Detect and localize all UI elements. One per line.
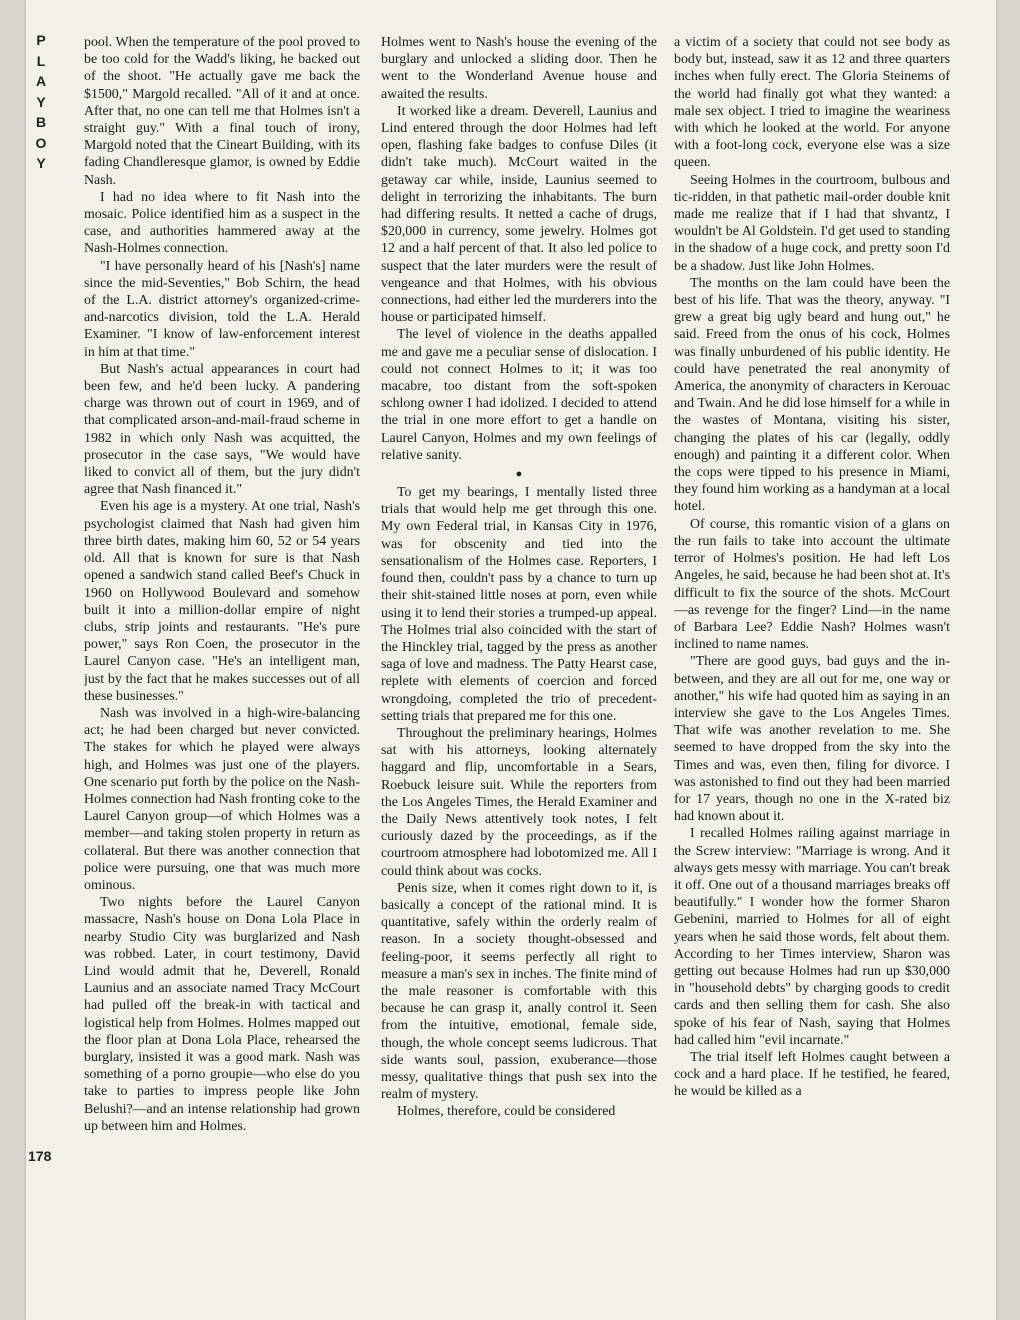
- running-head-letter: O: [35, 134, 47, 151]
- paragraph: "There are good guys, bad guys and the in-between, and they are all out for me, one way or another," his wife had quoted him as saying in an interview she gave to the Los Angeles Times. That wife was another revelation to me. She seemed to have dropped from the sky into the Times and was, even then, filing for divorce. I was astonished to find out they had been married for 17 years, though no one in the X-rated biz had known about it.: [674, 654, 950, 825]
- paragraph: But Nash's actual appearances in court had been few, and he'd been lucky. A pandering charge was thrown out of court in 1969, and of that complicated arson-and-mail-fraud scheme in 1982 in which only Nash was acquitted, the prosecutor in the case says, "We would have liked to convict all of them, but the jury didn't agree that Nash financed it.": [84, 361, 360, 498]
- text-column-2: [381, 34, 657, 1284]
- paragraph: It worked like a dream. Deverell, Launius and Lind entered through the door Holmes had left open, flashing fake badges to confuse Diles (it didn't take much). McCourt waited in the getaway car while, inside, Launius seemed to delight in terrorizing the inhabitants. The burn had differing results. It netted a cache of drugs, $20,000 in currency, some jewelry. Holmes got 12 and a half percent of that. It also led police to suspect that the later murders were the result of vengeance and that Holmes, with his obvious connections, had either led the murderers into the house or participated himself.: [381, 103, 657, 326]
- running-head-letter: A: [35, 73, 47, 89]
- paragraph: Even his age is a mystery. At one trial, Nash's psychologist claimed that Nash had given him three birth dates, making him 60, 52 or 54 years old. All that is known for sure is that Nash opened a sandwich stand called Beef's Chuck in 1960 on Hollywood Boulevard and somehow built it into a million-dollar empire of night clubs, strip joints and restaurants. "He's pure power," says Ron Coen, the prosecutor in the Laurel Canyon case. "He's an intelligent man, just by the fact that he makes successes out of all these businesses.": [84, 499, 360, 704]
- paragraph: Holmes, therefore, could be considered: [397, 1104, 616, 1120]
- running-head-letter: Y: [36, 93, 46, 110]
- paragraph: a victim of a society that could not see body as body but, instead, saw it as 12 and three quarters inches when fully erect. The Gloria Steinems of the world had finally got what they wanted: a male sex object. I tried to imagine the weariness with which he looked at the world. For anyone with a foot-long cock, everyone else was a size queen.: [674, 35, 950, 171]
- paragraph: Penis size, when it comes right down to it, is basically a concept of the rational mind. It is quantitative, safely within the orderly realm of reason. In a society thought-obsessed and feeling-poor, it seems perfectly all right to measure a man's sex in inches. The finite mind of the male reasoner is comfortable with this because he can grasp it, anally control it. Seen from the intuitive, emotional, female side, though, the whole concept seems ludicrous. That side wants soul, passion, exuberance—those messy, qualitative things that push sex into the realm of mystery.: [381, 880, 657, 1103]
- paragraph: Two nights before the Laurel Canyon massacre, Nash's house on Dona Lola Place in nearby Studio City was burglarized and Nash was robbed. Later, in court testimony, David Lind would admit that he, Deverell, Ronald Launius and an associate named Tracy McCourt had pulled off the break-in with tactical and logistical help from Holmes. Holmes mapped out the floor plan at Dona Lola Place, rehearsed the burglary, insisted it was a good mark. Nash was something of a porno groupie—who else do you take to parties to impress people like John Belushi?—and an intense relationship had grown up between him and Holmes.: [84, 895, 360, 1134]
- section-break: ●: [515, 468, 523, 481]
- paragraph: The trial itself left Holmes caught between a cock and a hard place. If he testified, he feared, he would be killed as a: [674, 1049, 950, 1100]
- paragraph: Of course, this romantic vision of a glans on the run fails to take into account the ultimate terror of Holmes's position. He had left Los Angeles, he said, because he had been shot at. It's difficult to fix the source of the shots. McCourt—as revenge for the finger? Lind—in the name of Barbara Lee? Eddie Nash? Holmes wasn't inclined to name names.: [674, 516, 950, 653]
- running-head-letter: L: [36, 52, 46, 69]
- text-column-1: [84, 34, 360, 1284]
- magazine-page: [26, 0, 996, 1320]
- paragraph: pool. When the temperature of the pool proved to be too cold for the Wadd's liking, he backed out of the shoot. "He actually gave me back the $1500," Margold recalled. "All of it and at once. After that, no one can tell me that Holmes isn't a straight guy." With a final touch of irony, Margold noted that the Cineart Building, with its fading Chandleresque glamor, is owned by Eddie Nash.: [84, 35, 360, 188]
- running-head-letter: Y: [36, 155, 46, 171]
- running-head-letter: P: [36, 32, 46, 48]
- running-head-letter: B: [35, 114, 47, 130]
- paragraph: Throughout the preliminary hearings, Holmes sat with his attorneys, looking alternately haggard and flip, uncomfortable in a Sears, Roebuck leisure suit. While the reporters from the Los Angeles Times, the Herald Examiner and the Daily News attentively took notes, I felt curiously dazed by the proceedings, as if the courtroom atmosphere had lobotomized me. All I could think about was cocks.: [381, 725, 657, 879]
- paragraph: I recalled Holmes railing against marriage in the Screw interview: "Marriage is wrong. And it always gets messy with marriage. You can't break it off. One out of a thousand marriages breaks off beautifully." I wonder how the former Sharon Gebenini, married to Holmes for all of eight years when he said those words, felt about them. According to her Times interview, Sharon was getting out because Holmes had run up $30,000 in "household debts" by charging goods to credit cards and then selling them for cash. She also spoke of his fear of Nash, saying that Holmes had called him "evil incarnate.": [674, 826, 950, 1048]
- page-number: 178: [28, 1148, 52, 1164]
- paragraph: "I have personally heard of his [Nash's] name since the mid-Seventies," Bob Schirn, the head of the L.A. district attorney's organized-crime-and-narcotics division, told the L.A. Herald Examiner. "I know of law-enforcement interest in him at that time.": [84, 258, 360, 360]
- paragraph: Nash was involved in a high-wire-balancing act; he had been charged but never convicted. The stakes for which he played were always high, and Holmes was just one of the players. One scenario put forth by the police on the Nash-Holmes connection had Nash fronting coke to the Laurel Canyon group—of which Holmes was a member—and taking stolen property in return as collateral. But there was another connection that police were pursuing, one that was much more ominous.: [84, 705, 360, 893]
- paragraph: The months on the lam could have been the best of his life. That was the theory, anyway. "I grew a great big ugly beard and hung out," he said. Freed from the onus of his cock, Holmes was finally unburdened of his public identity. He could have penetrated the real anonymity of America, the anonymity of characters in Kerouac and Twain. And he did lose himself for a while in the wastes of Montana, visiting his sister, changing the plates of his car (legally, oddly enough) and painting it a different color. When the cops were tipped to his presence in Miami, they found him working as a handyman at a local hotel.: [674, 275, 950, 515]
- paragraph: The level of violence in the deaths appalled me and gave me a peculiar sense of dislocation. I could not connect Holmes to it; it was too macabre, too distant from the soft-spoken schlong owner I had idolized. I decided to attend the trial in one more effort to get a handle on Laurel Canyon, Holmes and my own feelings of relative sanity.: [381, 327, 657, 463]
- paragraph: I had no idea where to fit Nash into the mosaic. Police identified him as a suspect in the case, and authorities hammered away at the Nash-Holmes connection.: [84, 189, 360, 257]
- text-column-3: [674, 34, 950, 1284]
- running-head: [30, 30, 52, 174]
- paragraph: Holmes went to Nash's house the evening of the burglary and unlocked a sliding door. Then he went to the Wonderland Avenue house and awaited the results.: [381, 35, 657, 102]
- paragraph: Seeing Holmes in the courtroom, bulbous and tic-ridden, in that pathetic mail-order double knit made me realize that if I had that shvantz, I wouldn't be Al Goldstein. I'd get used to standing in the shadow of a huge cock, and pretty soon I'd be a shadow. Just like John Holmes.: [674, 172, 950, 274]
- paragraph: To get my bearings, I mentally listed three trials that would help me get through this one. My own Federal trial, in Kansas City in 1976, was for obscenity and tied into the sensationalism of the Holmes case. Reporters, I found then, couldn't pass by a chance to turn up their shit-stained little noses at porn, even while using it to lend their stories a trumped-up appeal. The Holmes trial also coincided with the start of the Hinckley trial, tagged by the press as another saga of love and madness. The Patty Hearst case, replete with elements of coercion and forced wrongdoing, completed the trio of precedent-setting trials that prepared me for this one.: [381, 485, 657, 724]
